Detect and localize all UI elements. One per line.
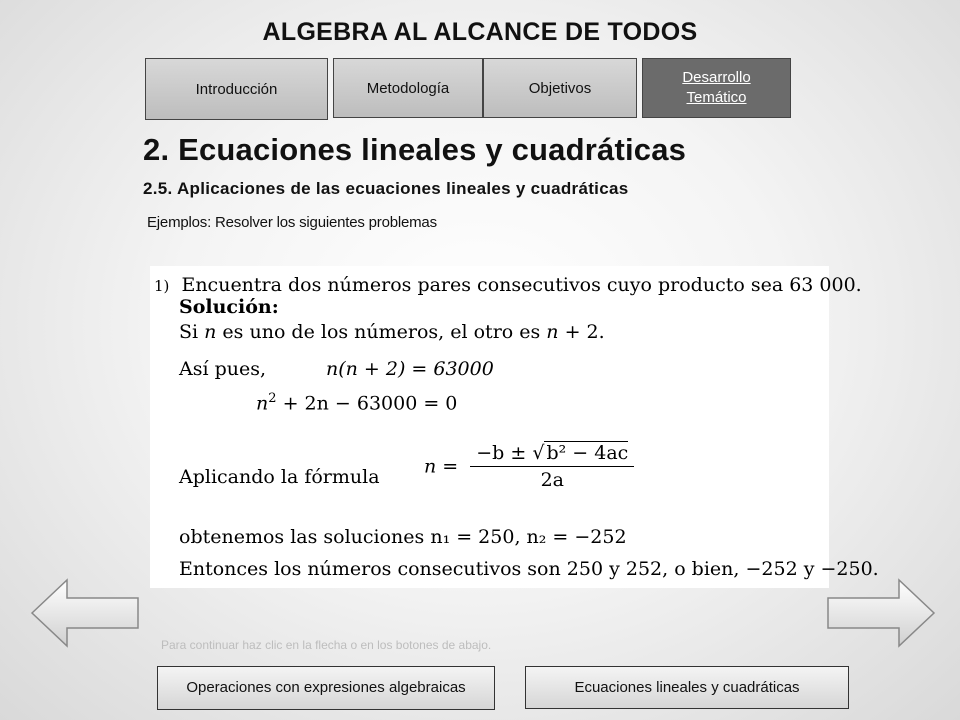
section-subheading: 2.5. Aplicaciones de las ecuaciones lineales y cuadráticas xyxy=(143,179,629,198)
next-topic-label: Ecuaciones lineales y cuadráticas xyxy=(574,678,800,696)
arrow-right-icon[interactable] xyxy=(826,578,936,648)
examples-intro: Ejemplos: Resolver los siguientes problemas xyxy=(147,214,437,231)
tab-metodologia[interactable] xyxy=(333,58,483,118)
tab-desarrollo-label-2: Temático xyxy=(686,89,747,106)
tab-introduccion[interactable] xyxy=(145,58,328,120)
page-title: ALGEBRA AL ALCANCE DE TODOS xyxy=(262,18,698,46)
soluciones-line: obtenemos las soluciones n₁ = 250, n₂ = −252 xyxy=(179,526,627,548)
tab-introduccion-label: Introducción xyxy=(195,80,278,98)
equation-2: $n^2 + 2n - 63000 = 0$ xyxy=(256,391,458,415)
prev-topic-button[interactable] xyxy=(157,666,495,710)
tab-desarrollo-label-1: Desarrollo xyxy=(682,69,751,86)
solution-label: Solución: xyxy=(179,296,279,318)
quadratic-formula: n = $\frac{\text{−b ± √ b² − 4ac}}{2a}$ xyxy=(424,442,634,491)
arrow-left-icon[interactable] xyxy=(30,578,140,648)
tab-desarrollo-tematico[interactable] xyxy=(642,58,791,118)
conclusion-line: Entonces los números consecutivos son 250 y 252, o bien, −252 y −250. xyxy=(179,558,879,580)
solution-asi-pues: Así pues, xyxy=(179,358,267,380)
solution-line-si: Si n es uno de los números, el otro es n + 2. xyxy=(179,321,605,343)
aplicando-formula: Aplicando la fórmula xyxy=(179,466,380,488)
problem-number: 1) xyxy=(154,277,170,295)
example-problem-image xyxy=(150,266,879,588)
prev-topic-label: Operaciones con expresiones algebraicas xyxy=(186,679,466,696)
tab-metodologia-label: Metodología xyxy=(366,79,450,97)
equation-1: n(n + 2) = 63000 xyxy=(326,358,494,380)
continue-hint: Para continuar haz clic en la flecha o en los botones de abajo. xyxy=(161,638,492,652)
tab-objetivos[interactable] xyxy=(483,58,637,118)
section-heading: 2. Ecuaciones lineales y cuadráticas xyxy=(143,132,687,167)
problem-statement: Encuentra dos números pares consecutivos cuyo producto sea 63 000. xyxy=(181,274,862,296)
tab-objetivos-label: Objetivos xyxy=(528,79,592,97)
next-topic-button[interactable] xyxy=(525,666,849,709)
